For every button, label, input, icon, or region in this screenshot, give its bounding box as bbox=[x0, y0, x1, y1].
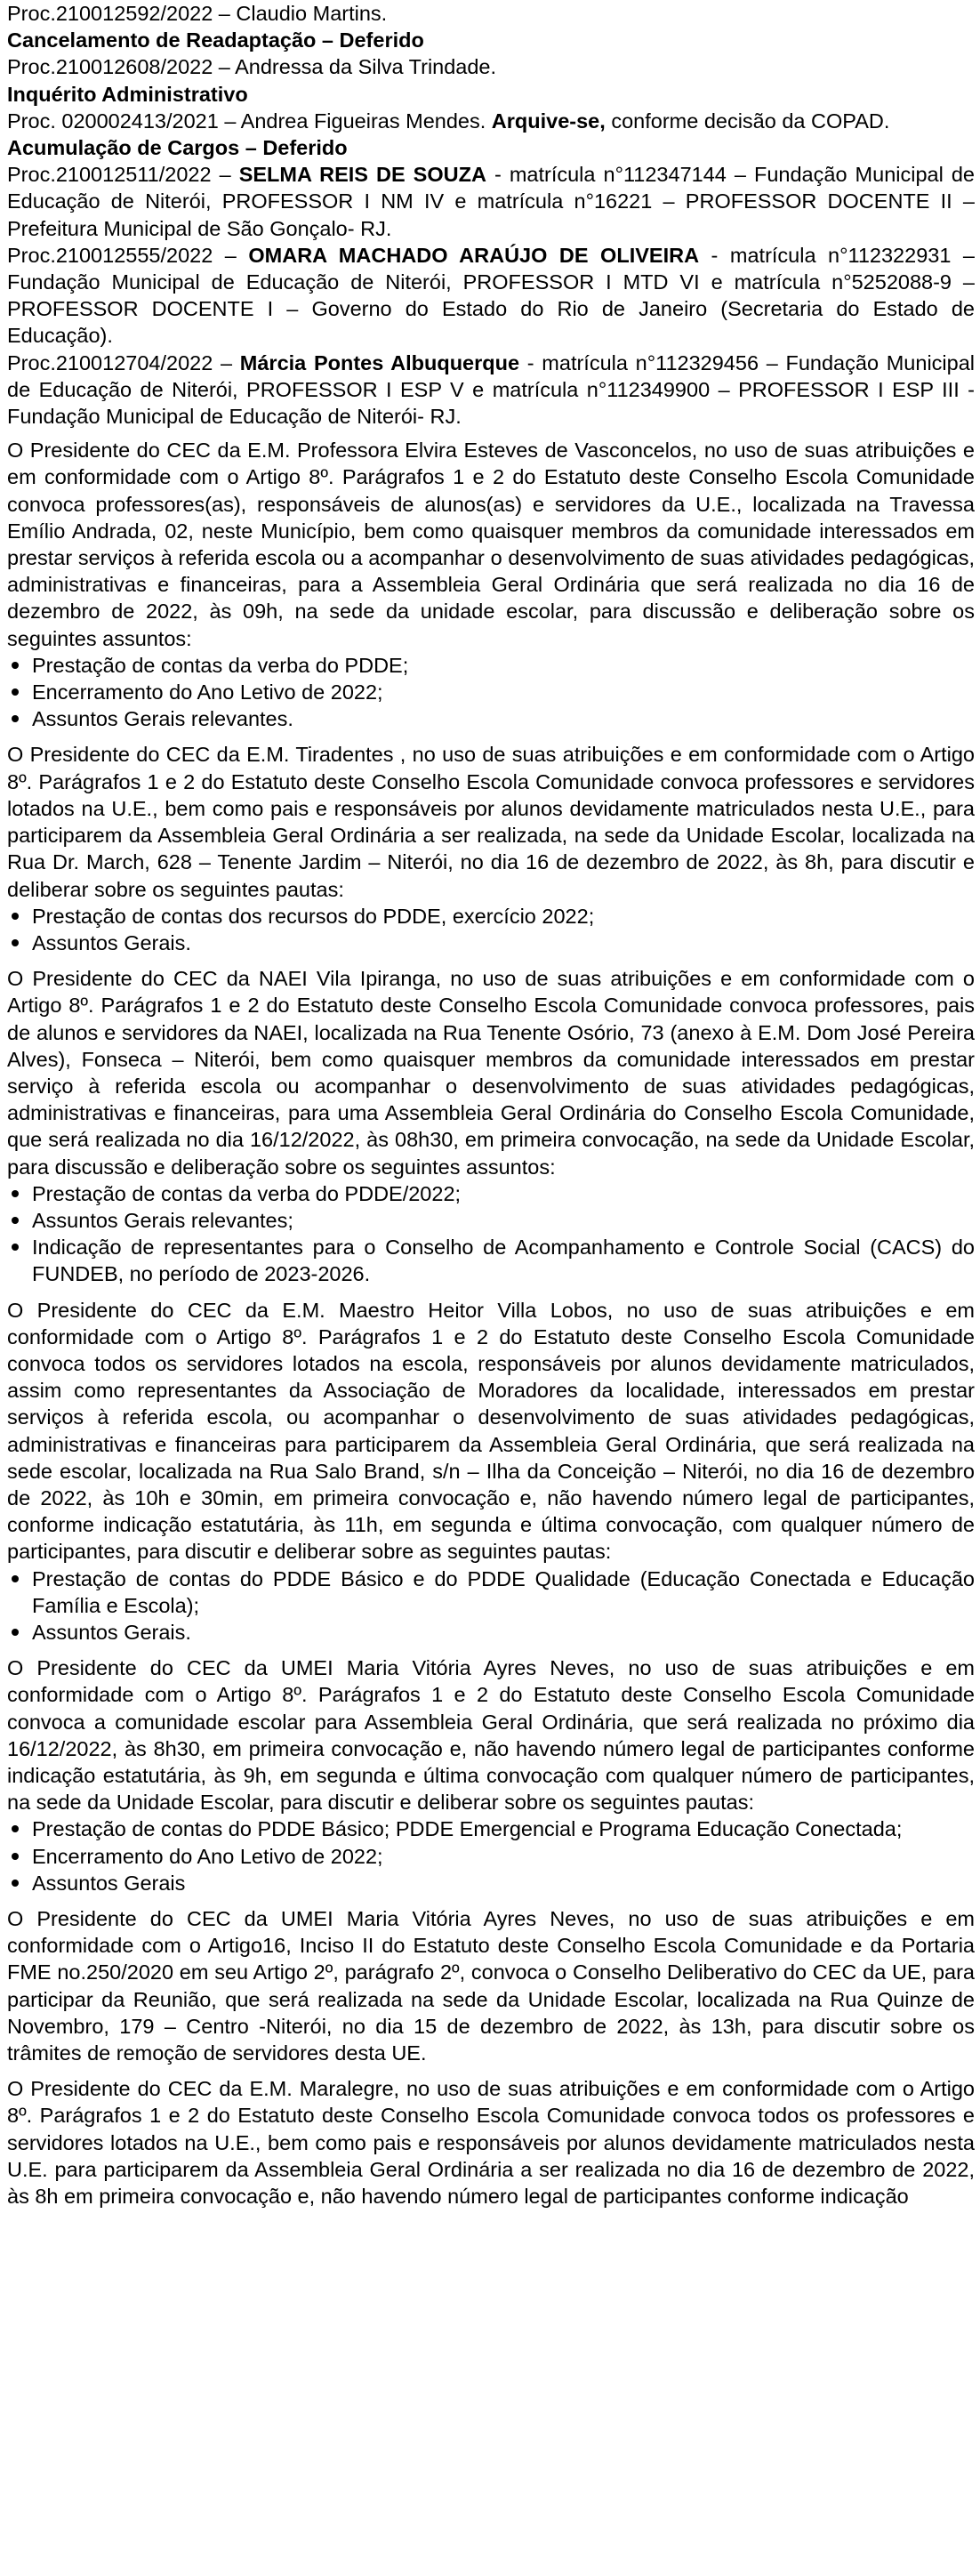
notice-text: O Presidente do CEC da NAEI Vila Ipiranga, no uso de suas atribuições e em conformidade com o Artigo 8º. Parágrafos 1 e 2 do Estatuto deste Conselho Escola Comunidade convoca professores, pais de alunos e servidores da NAEI, localizada na Rua Tenente Osório, 73 (anexo à E.M. Dom José Pereira Alves), Fonseca – Niterói, bem como quaisquer membros da comunidade interessados em prestar serviço à referida escola ou acompanhar o desenvolvimento de suas atividades pedagógicas, administrativas e financeiras, para uma Assembleia Geral Ordinária do Conselho Escola Comunidade, que será realizada no dia 16/12/2022, às 08h30, em primeira convocação, na sede da Unidade Escolar, para discussão e deliberação sobre os seguintes assuntos: bbox=[7, 967, 975, 1179]
notice-text: O Presidente do CEC da E.M. Maralegre, no uso de suas atribuições e em conformidade com o Artigo 8º. Parágrafos 1 e 2 do Estatuto deste Conselho Escola Comunidade convoca todos os professores e servidores lotados na U.E., bem como pais e responsáveis por alunos devidamente matriculados nesta U.E. para participarem da Assembleia Geral Ordinária a ser realizada no dia 16 de dezembro de 2022, às 8h em primeira convocação e, não havendo número legal de participantes conforme indicação bbox=[7, 2077, 975, 2209]
agenda-list bbox=[7, 1180, 975, 1288]
agenda-item: Assuntos Gerais bbox=[7, 1870, 975, 1896]
heading-cancelamento-readaptacao: Cancelamento de Readaptação – Deferido bbox=[7, 28, 424, 52]
acumulacao-entry-3 bbox=[7, 350, 975, 431]
notice-text: O Presidente do CEC da E.M. Tiradentes , no uso de suas atribuições e em conformidade com o Artigo 8º. Parágrafos 1 e 2 do Estatuto deste Conselho Escola Comunidade convoca professores e servidores lotados na U.E., bem como pais e responsáveis por alunos devidamente matriculados nesta U.E., para participarem da Assembleia Geral Ordinária a ser realizada, na sede da Unidade Escolar, localizada na Rua Dr. March, 628 – Tenente Jardim – Niterói, no dia 16 de dezembro de 2022, às 8h, para discutir e deliberar sobre os seguintes pautas: bbox=[7, 743, 975, 901]
inquerito-decision: Arquive-se, bbox=[491, 109, 606, 133]
notice-umei-conselho bbox=[7, 1905, 975, 2066]
notice-text: O Presidente do CEC da UMEI Maria Vitória Ayres Neves, no uso de suas atribuições e em conformidade com o Artigo16, Inciso II do Estatuto deste Conselho Escola Comunidade e da Portaria FME no.250/2020 em seu Artigo 2º, parágrafo 2º, convoca o Conselho Deliberativo do CEC da UE, para participar da Reunião, que será realizada na sede da Unidade Escolar, localizada na Rua Quinze de Novembro, 179 – Centro -Niterói, no dia 15 de dezembro de 2022, às 13h, para discutir sobre os trâmites de remoção de servidores desta UE. bbox=[7, 1907, 975, 2065]
acumulacao-entry-2 bbox=[7, 242, 975, 350]
notice-umei-assembleia bbox=[7, 1654, 975, 1896]
notice-elvira-esteves bbox=[7, 437, 975, 732]
agenda-item: Prestação de contas do PDDE Básico; PDDE Emergencial e Programa Educação Conectada; bbox=[7, 1815, 975, 1842]
acumulacao-details: - matrícula n°112329456 – Fundação Municipal de Educação de Niterói, PROFESSOR I ESP V e matrícula n°112349900 – PROFESSOR I ESP III - Fundação Municipal de Educação de Niterói- RJ. bbox=[7, 350, 975, 429]
acumulacao-details: - matrícula n°112347144 – Fundação Municipal de Educação de Niterói, PROFESSOR I NM IV e matrícula n°16221 – PROFESSOR DOCENTE II – Prefeitura Municipal de São Gonçalo- RJ. bbox=[7, 163, 975, 240]
inquerito-entry bbox=[7, 108, 975, 134]
acumulacao-name: SELMA REIS DE SOUZA bbox=[238, 163, 486, 187]
agenda-item: Assuntos Gerais. bbox=[7, 930, 975, 956]
notice-tiradentes bbox=[7, 741, 975, 956]
notice-text: O Presidente do CEC da E.M. Maestro Heitor Villa Lobos, no uso de suas atribuições e em conformidade com o Artigo 8º. Parágrafos 1 e 2 do Estatuto deste Conselho Escola Comunidade convoca todos os servidores lotados na escola, responsáveis por alunos devidamente matriculados, assim como representantes da Associação de Moradores da localidade, interessados em prestar serviços à referida escola, ou acompanhar o desenvolvimento de suas atividades pedagógicas, administrativas e financeiras para participarem da Assembleia Geral Ordinária, que será realizada na sede escolar, localizada na Rua Salo Brand, s/n – Ilha da Conceição – Niterói, no dia 16 de dezembro de 2022, às 10h e 30min, em primeira convocação e, não havendo número legal de participantes, conforme indicação estatutária, às 11h, em segunda e última convocação, com qualquer número de participantes, para discutir e deliberar sobre as seguintes pautas: bbox=[7, 1298, 975, 1564]
agenda-item: Prestação de contas da verba do PDDE; bbox=[7, 652, 975, 679]
inquerito-proc: Proc. 020002413/2021 – Andrea Figueiras Mendes. bbox=[7, 109, 492, 133]
agenda-list bbox=[7, 903, 975, 956]
agenda-item: Prestação de contas dos recursos do PDDE, exercício 2022; bbox=[7, 903, 975, 930]
acumulacao-entry-1 bbox=[7, 161, 975, 242]
proc-line-andressa: Proc.210012608/2022 – Andressa da Silva Trindade. bbox=[7, 55, 497, 79]
notice-maralegre bbox=[7, 2075, 975, 2210]
notice-heitor-villa-lobos bbox=[7, 1297, 975, 1646]
acumulacao-proc: Proc.210012511/2022 – bbox=[7, 163, 239, 187]
acumulacao-name: OMARA MACHADO ARAÚJO DE OLIVEIRA bbox=[248, 243, 700, 267]
heading-acumulacao-cargos: Acumulação de Cargos – Deferido bbox=[7, 136, 348, 160]
proc-line-claudio: Proc.210012592/2022 – Claudio Martins. bbox=[7, 2, 388, 25]
notice-naei-vila-ipiranga bbox=[7, 965, 975, 1287]
heading-inquerito-administrativo: Inquérito Administrativo bbox=[7, 82, 248, 106]
inquerito-suffix: conforme decisão da COPAD. bbox=[605, 109, 890, 133]
agenda-item: Encerramento do Ano Letivo de 2022; bbox=[7, 679, 975, 705]
acumulacao-proc: Proc.210012555/2022 – bbox=[7, 243, 249, 267]
agenda-list bbox=[7, 1815, 975, 1896]
agenda-item: Assuntos Gerais. bbox=[7, 1619, 975, 1646]
notice-text: O Presidente do CEC da E.M. Professora Elvira Esteves de Vasconcelos, no uso de suas atribuições e em conformidade com o Artigo 8º. Parágrafos 1 e 2 do Estatuto deste Conselho Escola Comunidade convoca professores(as), responsáveis de alunos(as) e servidores da U.E., localizada na Travessa Emílio Andrada, 02, neste Município, bem como quaisquer membros da comunidade interessados em prestar serviços à referida escola ou a acompanhar o desenvolvimento de suas atividades pedagógicas, administrativas e financeiras, para a Assembleia Geral Ordinária que será realizada no dia 16 de dezembro de 2022, às 09h, na sede da unidade escolar, para discussão e deliberação sobre os seguintes assuntos: bbox=[7, 439, 975, 650]
notice-text: O Presidente do CEC da UMEI Maria Vitória Ayres Neves, no uso de suas atribuições e em conformidade com o Artigo 8º. Parágrafos 1 e 2 do Estatuto deste Conselho Escola Comunidade convoca a comunidade escolar para Assembleia Geral Ordinária, que será realizada no próximo dia 16/12/2022, às 8h30, em primeira convocação e, não havendo número legal de participantes conforme indicação estatutária, às 9h, em segunda e última convocação com qualquer número de participantes, na sede da Unidade Escolar, para discutir e deliberar sobre os seguintes pautas: bbox=[7, 1656, 975, 1815]
acumulacao-name: Márcia Pontes Albuquerque bbox=[239, 350, 520, 374]
agenda-item: Assuntos Gerais relevantes. bbox=[7, 705, 975, 732]
agenda-item: Prestação de contas do PDDE Básico e do PDDE Qualidade (Educação Conectada e Educação Família e Escola); bbox=[7, 1566, 975, 1619]
agenda-list bbox=[7, 652, 975, 733]
agenda-item: Encerramento do Ano Letivo de 2022; bbox=[7, 1843, 975, 1870]
agenda-item: Prestação de contas da verba do PDDE/2022; bbox=[7, 1180, 975, 1207]
acumulacao-proc: Proc.210012704/2022 – bbox=[7, 350, 240, 374]
agenda-list bbox=[7, 1566, 975, 1646]
acumulacao-details: - matrícula n°112322931 – Fundação Municipal de Educação de Niterói, PROFESSOR I MTD VI e matrícula n°5252088-9 – PROFESSOR DOCENTE I – Governo do Estado do Rio de Janeiro (Secretaria do Estado de Educação). bbox=[7, 243, 975, 348]
agenda-item: Indicação de representantes para o Conselho de Acompanhamento e Controle Social (CACS) do FUNDEB, no período de 2023-2026. bbox=[7, 1234, 975, 1287]
agenda-item: Assuntos Gerais relevantes; bbox=[7, 1207, 975, 1234]
